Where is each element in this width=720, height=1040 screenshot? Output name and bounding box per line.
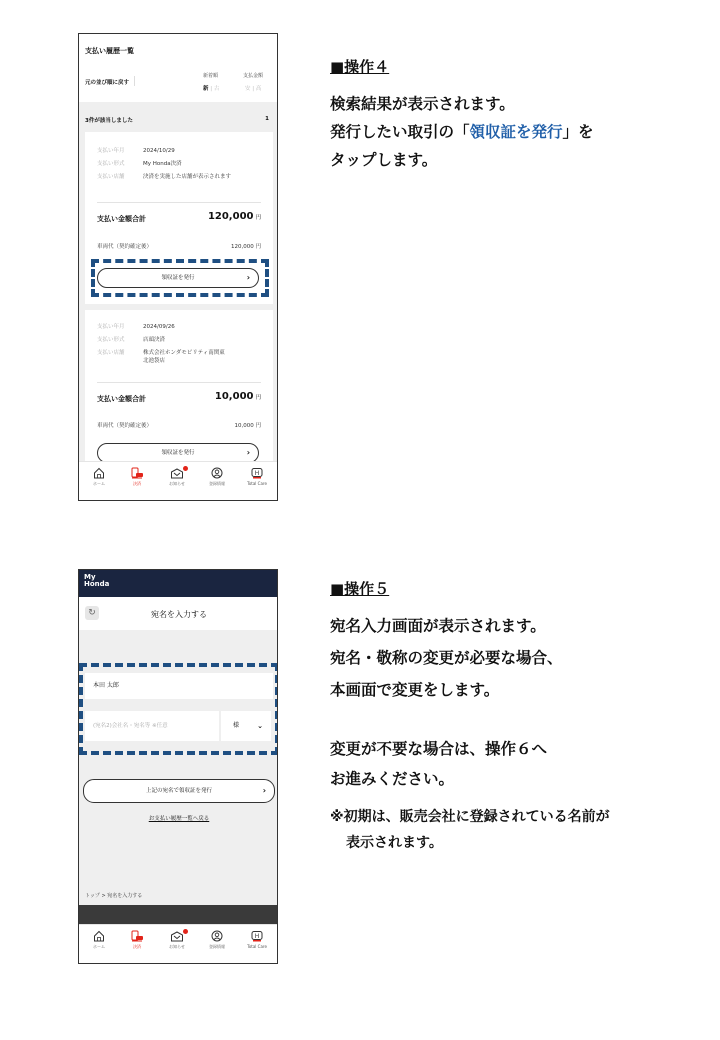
issue-receipt-button[interactable]: 領収証を発行 › xyxy=(97,268,259,288)
payment-method: 支払い形式 My Honda決済 xyxy=(97,161,182,167)
honda-logo-icon xyxy=(250,467,264,479)
item-amount: 120,000 円 xyxy=(231,244,261,250)
tab-account[interactable]: 登録情報 xyxy=(197,930,237,950)
step5-line1: 宛名入力画面が表示されます。 xyxy=(330,617,546,635)
phone-screenshot-recipient-input xyxy=(78,569,278,964)
notification-dot xyxy=(183,466,188,471)
sort-row xyxy=(79,64,278,94)
chevron-right-icon: › xyxy=(246,273,250,282)
page-title: 支払い履歴一覧 xyxy=(85,47,134,55)
breadcrumb[interactable]: トップ > 宛名を入力する xyxy=(85,893,143,899)
divider xyxy=(97,202,261,203)
tab-payment[interactable]: 決済 xyxy=(117,467,157,487)
app-header-bar xyxy=(79,570,278,597)
tab-payment[interactable]: 決済 xyxy=(117,930,157,950)
payment-date: 支払い年月 2024/10/29 xyxy=(97,148,175,154)
reset-sort-button[interactable]: 元の並び順に戻す xyxy=(85,80,130,86)
home-icon xyxy=(93,930,105,942)
user-icon xyxy=(211,467,223,479)
tab-home[interactable]: ホーム xyxy=(79,467,119,487)
payment-icon xyxy=(130,930,144,942)
step5-note2: 表示されます。 xyxy=(346,835,443,851)
step5-line3: 本画面で変更をします。 xyxy=(330,681,500,699)
user-icon xyxy=(211,930,223,942)
step5-line4: 変更が不要な場合は、操作６へ xyxy=(330,740,548,758)
screen-title: 宛名を入力する xyxy=(151,610,207,619)
item-label: 車両代（契約確定後） xyxy=(97,244,153,250)
page-number: 1 xyxy=(265,116,269,122)
tab-news[interactable]: お知らせ xyxy=(157,930,197,950)
screen-header xyxy=(79,597,278,630)
payment-method: 支払い形式 店頭決済 xyxy=(97,337,166,343)
payment-icon xyxy=(130,467,144,479)
tab-news[interactable]: お知らせ xyxy=(157,467,197,487)
sort-amount-toggle[interactable]: 安 | 高 xyxy=(245,86,262,92)
svg-text:H: H xyxy=(254,933,260,940)
step4-line3: タップします。 xyxy=(330,151,438,169)
sort-newest-header: 新着順 xyxy=(203,73,219,79)
my-honda-logo: My Honda xyxy=(84,573,110,588)
step5-note1: ※初期は、販売会社に登録されている名前が xyxy=(330,809,610,825)
back-to-history-link[interactable]: お支払い履歴一覧へ戻る xyxy=(148,816,210,822)
issue-receipt-with-name-button[interactable]: 上記の宛名で領収証を発行 › xyxy=(83,779,275,803)
step4-heading: ■操作４ xyxy=(330,58,390,76)
chevron-down-icon: ⌄ xyxy=(257,722,263,730)
sort-amount-header: 支払金額 xyxy=(243,73,264,79)
payment-store: 支払い店舗 決済を実施した店舗が表示されます xyxy=(97,174,232,180)
sort-low-option[interactable]: 安 xyxy=(245,86,251,92)
issue-receipt-button[interactable]: 領収証を発行 › xyxy=(97,443,259,463)
refresh-icon[interactable]: ↻ xyxy=(85,606,99,620)
divider xyxy=(97,382,261,383)
honda-logo-icon xyxy=(250,930,264,942)
svg-text:H: H xyxy=(254,470,260,477)
phone-screenshot-payment-history xyxy=(78,33,278,501)
total-label: 支払い金額合計 xyxy=(97,395,146,403)
step5-line2: 宛名・敬称の変更が必要な場合、 xyxy=(330,649,563,667)
tab-totalcare[interactable]: H Total Care xyxy=(237,930,277,949)
bottom-tab-bar xyxy=(79,924,278,963)
sort-high-option[interactable]: 高 xyxy=(255,86,262,92)
home-icon xyxy=(93,467,105,479)
sort-new-option[interactable]: 新 xyxy=(203,86,209,92)
tab-home[interactable]: ホーム xyxy=(79,930,119,950)
step5-heading: ■操作５ xyxy=(330,580,390,598)
highlight-frame xyxy=(91,259,269,297)
sort-newest-toggle[interactable]: 新 | 古 xyxy=(203,86,220,92)
payment-date: 支払い年月 2024/09/26 xyxy=(97,324,175,330)
tab-account[interactable]: 登録情報 xyxy=(197,467,237,487)
bottom-tab-bar xyxy=(79,461,278,500)
sort-old-option[interactable]: 古 xyxy=(213,86,220,92)
honorific-select[interactable]: 様 ⌄ xyxy=(221,711,271,741)
item-label: 車両代（契約確定後） xyxy=(97,423,153,429)
payment-store: 支払い店舗 株式会社ホンダモビリティ南関東 北池袋店 xyxy=(97,350,225,364)
total-amount: 120,000 円 xyxy=(207,211,261,222)
step5-line5: お進みください。 xyxy=(330,770,455,788)
highlighted-button-name: 領収証を発行 xyxy=(469,123,563,141)
footer-dark-band xyxy=(79,905,278,925)
total-label: 支払い金額合計 xyxy=(97,215,146,223)
inbox-icon xyxy=(170,467,184,479)
company-name-field[interactable]: (宛名2)会社名・宛名等 ※任意 xyxy=(85,711,219,741)
item-amount: 10,000 円 xyxy=(234,423,261,429)
step4-line1: 検索結果が表示されます。 xyxy=(330,95,515,113)
total-amount: 10,000 円 xyxy=(214,391,261,402)
inbox-icon xyxy=(170,930,184,942)
chevron-right-icon: › xyxy=(246,448,250,457)
chevron-right-icon: › xyxy=(262,786,266,795)
notification-dot xyxy=(183,929,188,934)
highlight-frame xyxy=(79,663,278,755)
result-count: 3件が該当しました xyxy=(85,118,133,124)
step4-line2: 発行したい取引の「領収証を発行」を xyxy=(330,123,594,141)
recipient-name-field[interactable]: 本田 太郎 xyxy=(85,673,273,699)
tab-totalcare[interactable]: H Total Care xyxy=(237,467,277,486)
